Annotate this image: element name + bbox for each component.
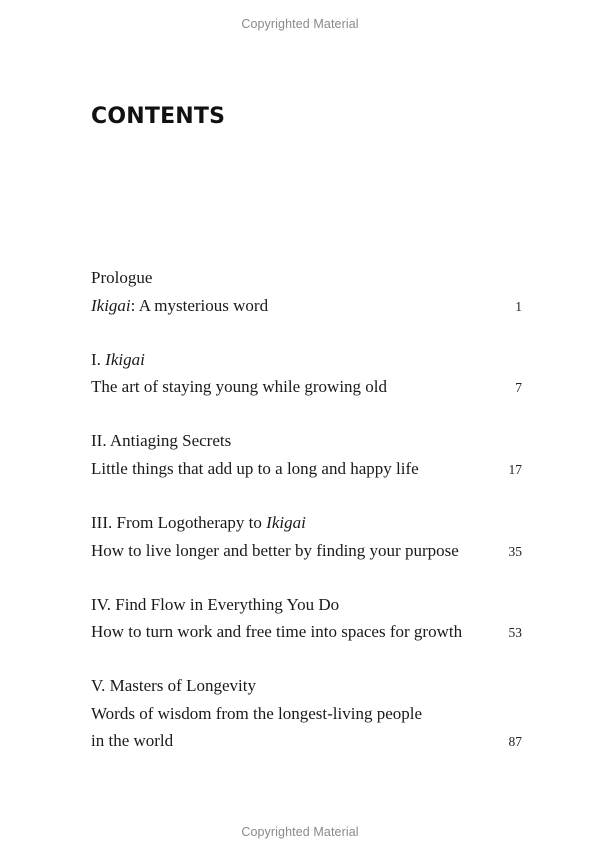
toc-title-text: The art of staying young while growing old bbox=[91, 377, 388, 397]
toc-page-number: 53 bbox=[508, 625, 522, 641]
copyright-watermark-top: Copyrighted Material bbox=[241, 17, 359, 31]
toc-chapter-title-line-2 bbox=[91, 727, 522, 755]
toc-entry-chapter-2 bbox=[91, 427, 522, 482]
toc-section-prefix: III. From Logotherapy to bbox=[91, 513, 267, 533]
toc-section-heading: V. Masters of Longevity bbox=[91, 676, 256, 696]
toc-entry-chapter-4 bbox=[91, 591, 522, 646]
toc-page-number: 7 bbox=[515, 380, 522, 396]
toc-title-text: Little things that add up to a long and happy life bbox=[91, 458, 419, 478]
toc-chapter-title bbox=[91, 373, 522, 401]
toc-section-heading: IV. Find Flow in Everything You Do bbox=[91, 594, 340, 614]
toc-title-text: How to live longer and better by finding your purpose bbox=[91, 540, 459, 560]
toc-chapter-title bbox=[91, 537, 522, 565]
toc-section-heading: Prologue bbox=[91, 268, 153, 287]
table-of-contents bbox=[91, 264, 522, 782]
toc-entry-prologue bbox=[91, 264, 522, 319]
toc-entry-chapter-3 bbox=[91, 509, 522, 564]
toc-section-heading bbox=[91, 346, 522, 374]
toc-title-italic: Ikigai bbox=[91, 295, 131, 315]
toc-title-text: : A mysterious word bbox=[130, 295, 269, 315]
toc-entry-chapter-5 bbox=[91, 672, 522, 755]
toc-section-italic: Ikigai bbox=[266, 513, 306, 533]
toc-entry-chapter-1 bbox=[91, 346, 522, 401]
toc-section-heading bbox=[91, 509, 522, 537]
toc-page-number: 87 bbox=[508, 734, 522, 750]
toc-section-heading: II. Antiaging Secrets bbox=[91, 431, 232, 451]
toc-page-number: 17 bbox=[508, 461, 522, 477]
toc-page-number: 35 bbox=[508, 543, 522, 559]
copyright-watermark-bottom: Copyrighted Material bbox=[241, 825, 359, 839]
toc-title-text: in the world bbox=[91, 731, 174, 751]
toc-chapter-title bbox=[91, 455, 522, 483]
toc-section-italic: Ikigai bbox=[105, 349, 145, 369]
toc-chapter-title bbox=[91, 618, 522, 646]
toc-title-text: How to turn work and free time into spaces for growth bbox=[91, 622, 463, 642]
toc-page-number: 1 bbox=[515, 298, 522, 314]
toc-section-prefix: I. bbox=[91, 349, 106, 369]
page-title: CONTENTS bbox=[91, 104, 226, 129]
toc-chapter-title-line-1: Words of wisdom from the longest-living people bbox=[91, 703, 423, 723]
toc-chapter-title bbox=[91, 292, 522, 320]
